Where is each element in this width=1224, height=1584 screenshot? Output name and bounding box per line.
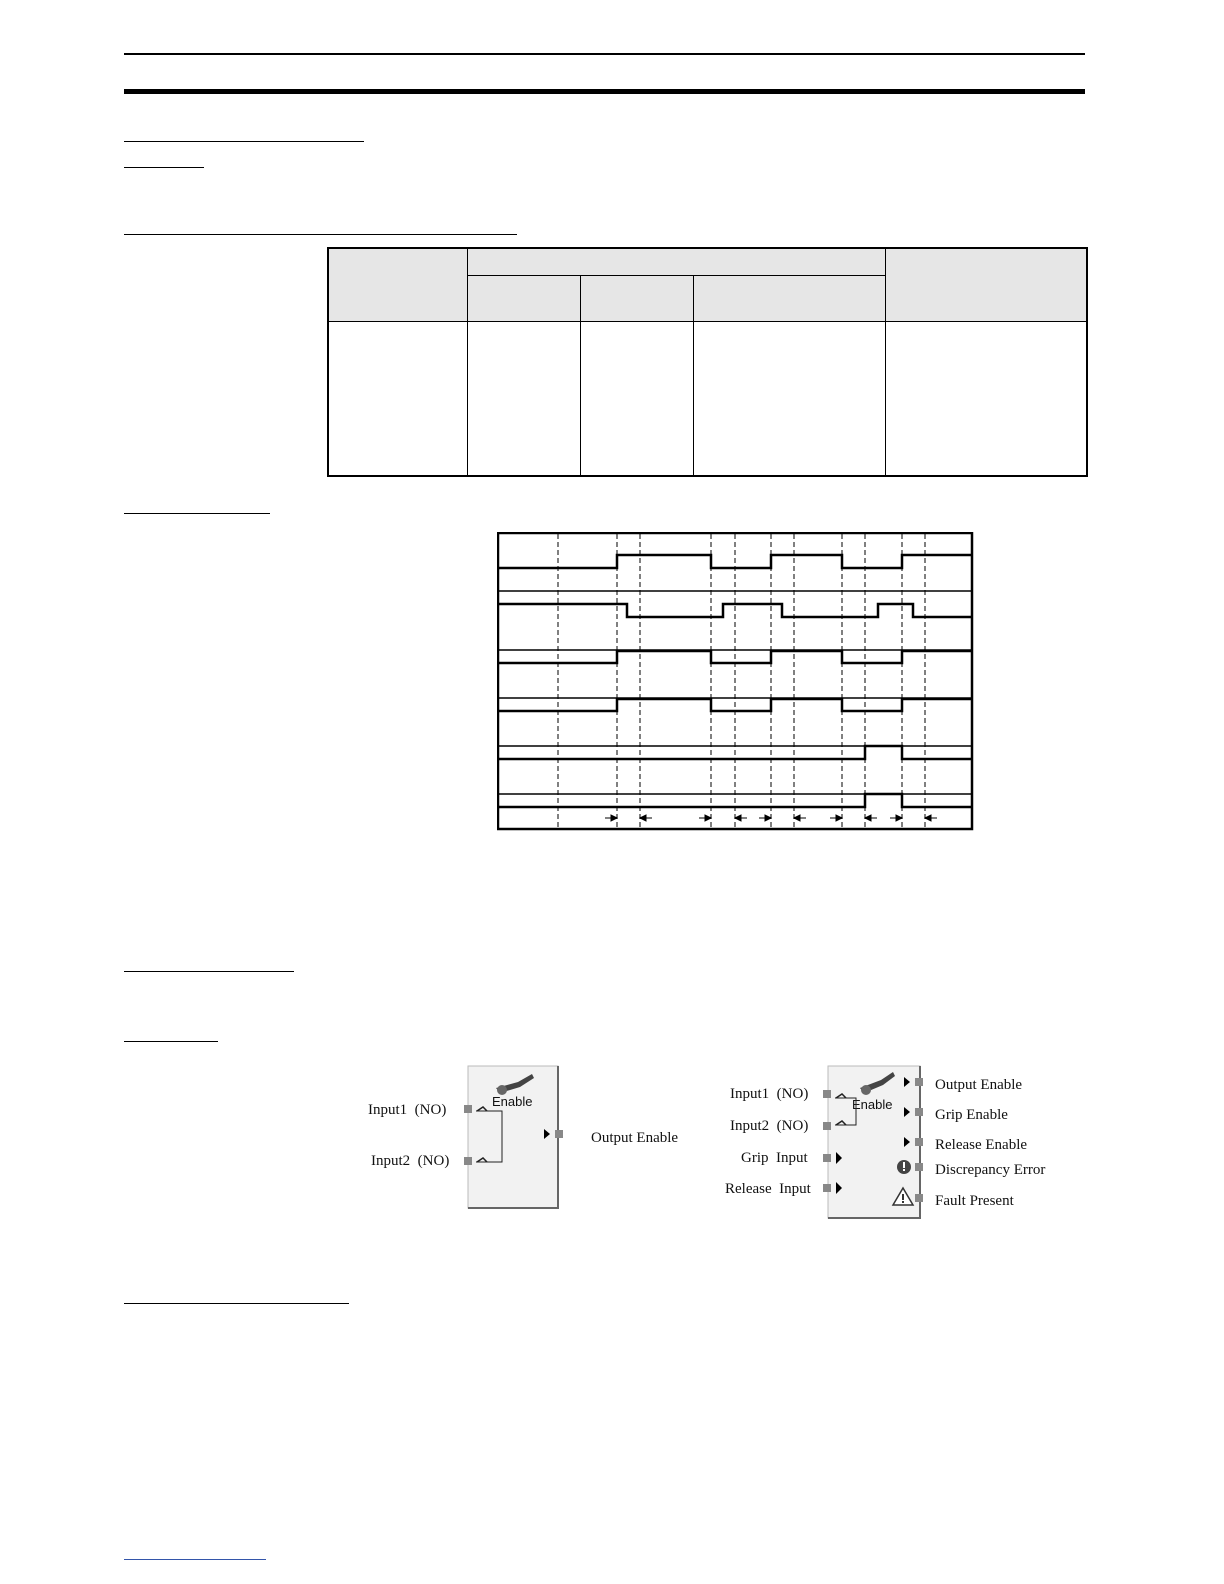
output-enable-label: Output Enable (935, 1077, 1023, 1093)
section-heading-underline (124, 234, 517, 235)
output-connector[interactable] (915, 1163, 923, 1171)
output-connector[interactable] (915, 1078, 923, 1086)
table-header-cell (580, 275, 693, 321)
output-enable-label: Output Enable (591, 1130, 679, 1146)
table-cell (467, 321, 580, 476)
input-connector[interactable] (823, 1122, 831, 1130)
error-icon (897, 1160, 911, 1174)
output-connector[interactable] (555, 1130, 563, 1138)
input-connector[interactable] (464, 1105, 472, 1113)
input-connector[interactable] (464, 1157, 472, 1165)
input-connector[interactable] (823, 1154, 831, 1162)
table-cell (693, 321, 885, 476)
header-thin-rule (124, 53, 1085, 55)
table-cell (580, 321, 693, 476)
section-heading-underline (124, 1041, 218, 1042)
timing-chart (497, 532, 974, 831)
input-connector[interactable] (823, 1090, 831, 1098)
table-header-cell (328, 248, 467, 321)
release-input-label: Release Input (725, 1181, 811, 1197)
input-connector[interactable] (823, 1184, 831, 1192)
output-connector[interactable] (915, 1138, 923, 1146)
function-block-title: Enable (492, 1094, 533, 1109)
table-header-cell (467, 248, 885, 275)
output-connector[interactable] (915, 1108, 923, 1116)
function-block-title: Enable (852, 1097, 893, 1112)
table-cell (328, 321, 467, 476)
discrepancy-error-label: Discrepancy Error (935, 1162, 1046, 1178)
section-heading-underline (124, 141, 364, 142)
header-thick-rule (124, 89, 1085, 94)
input1-label: Input1 (NO) (368, 1102, 447, 1118)
enable-function-block-extended (715, 1060, 1060, 1224)
table-header-cell (467, 275, 580, 321)
section-heading-underline (124, 971, 294, 972)
input2-label: Input2 (NO) (371, 1153, 450, 1169)
grip-enable-label: Grip Enable (935, 1107, 1008, 1123)
release-enable-label: Release Enable (935, 1137, 1028, 1153)
input2-label: Input2 (NO) (730, 1118, 809, 1134)
table-header-cell (693, 275, 885, 321)
table-header-cell (885, 248, 1087, 321)
specification-table (327, 247, 1088, 477)
fault-present-label: Fault Present (935, 1193, 1014, 1209)
section-heading-underline (124, 513, 270, 514)
grip-input-label: Grip Input (741, 1150, 808, 1166)
enable-function-block-simple (360, 1060, 690, 1216)
section-heading-underline (124, 167, 204, 168)
input1-label: Input1 (NO) (730, 1086, 809, 1102)
section-heading-underline (124, 1303, 349, 1304)
output-connector[interactable] (915, 1194, 923, 1202)
footer-link-underline (124, 1559, 266, 1560)
table-cell (885, 321, 1087, 476)
